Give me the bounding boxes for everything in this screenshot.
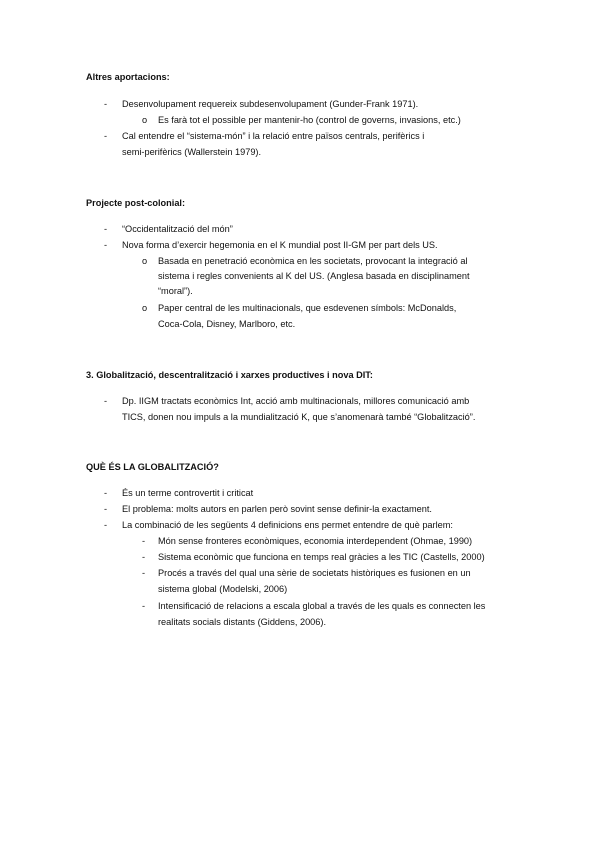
- list-item-text: Desenvolupament requereix subdesenvolupament (Gunder-Frank 1971).: [122, 99, 419, 109]
- list-item-text-continued: sistema global (Modelski, 2006): [158, 584, 288, 594]
- list-item-text-continued: semi-perifèrics (Wallerstein 1979).: [122, 147, 262, 157]
- dash-bullet: -: [104, 396, 108, 406]
- list-item-text-continued: Coca-Cola, Disney, Marlboro, etc.: [158, 319, 296, 329]
- list-item-text: Món sense fronteres econòmiques, economia interdependent (Ohmae, 1990): [158, 536, 473, 546]
- list-item-text: És un terme controvertit i criticat: [122, 488, 254, 498]
- dash-bullet: -: [142, 552, 146, 562]
- list-item-text: Procés a través del qual una sèrie de societats històriques es fusionen en un: [158, 568, 471, 578]
- dash-bullet: -: [104, 224, 108, 234]
- dash-bullet: -: [104, 504, 108, 514]
- list-item-text: “Occidentalització del món”: [122, 224, 233, 234]
- list-item-text: Intensificació de relacions a escala global a través de les quals es connecten les: [158, 601, 486, 611]
- list-item-text-continued: “moral”).: [158, 286, 193, 296]
- dash-bullet: -: [104, 520, 108, 530]
- dash-bullet: -: [104, 488, 108, 498]
- section-title-que-es-la-globalitzacio: QUÈ ÉS LA GLOBALITZACIÓ?: [86, 462, 219, 472]
- list-item-text: La combinació de les següents 4 definicions ens permet entendre de què parlem:: [122, 520, 453, 530]
- circle-bullet: o: [142, 256, 148, 266]
- dash-bullet: -: [142, 601, 146, 611]
- list-item-text: Es farà tot el possible per mantenir-ho (control de governs, invasions, etc.): [158, 115, 461, 125]
- dash-bullet: -: [142, 536, 146, 546]
- list-item-text: Dp. IIGM tractats econòmics Int, acció amb multinacionals, millores comunicació amb: [122, 396, 470, 406]
- section-title-projecte-post-colonial: Projecte post-colonial:: [86, 198, 186, 208]
- section-title-altres-aportacions: Altres aportacions:: [86, 72, 170, 82]
- list-item-text: Cal entendre el “sistema-món” i la relació entre països centrals, perifèrics i: [122, 131, 425, 141]
- list-item-text: Nova forma d’exercir hegemonia en el K mundial post II-GM per part dels US.: [122, 240, 438, 250]
- section-title-globalitzacio-xarxes: 3. Globalització, descentralització i xarxes productives i nova DIT:: [86, 370, 373, 380]
- circle-bullet: o: [142, 115, 148, 125]
- circle-bullet: o: [142, 303, 148, 313]
- list-item-text: Basada en penetració econòmica en les societats, provocant la integració al: [158, 256, 468, 266]
- list-item-text: Paper central de les multinacionals, que esdevenen símbols: McDonalds,: [158, 303, 457, 313]
- dash-bullet: -: [104, 99, 108, 109]
- dash-bullet: -: [104, 240, 108, 250]
- list-item-text: Sistema econòmic que funciona en temps real gràcies a les TIC (Castells, 2000): [158, 552, 485, 562]
- dash-bullet: -: [104, 131, 108, 141]
- list-item-text: El problema: molts autors en parlen però sovint sense definir-la exactament.: [122, 504, 432, 514]
- dash-bullet: -: [142, 568, 146, 578]
- list-item-text-continued: realitats socials distants (Giddens, 2006).: [158, 617, 327, 627]
- list-item-text-continued: TICS, donen nou impuls a la mundialització K, que s’anomenarà també “Globalització”.: [122, 412, 476, 422]
- list-item-text-continued: sistema i regles convenients al K del US. (Anglesa basada en disciplinament: [158, 271, 470, 281]
